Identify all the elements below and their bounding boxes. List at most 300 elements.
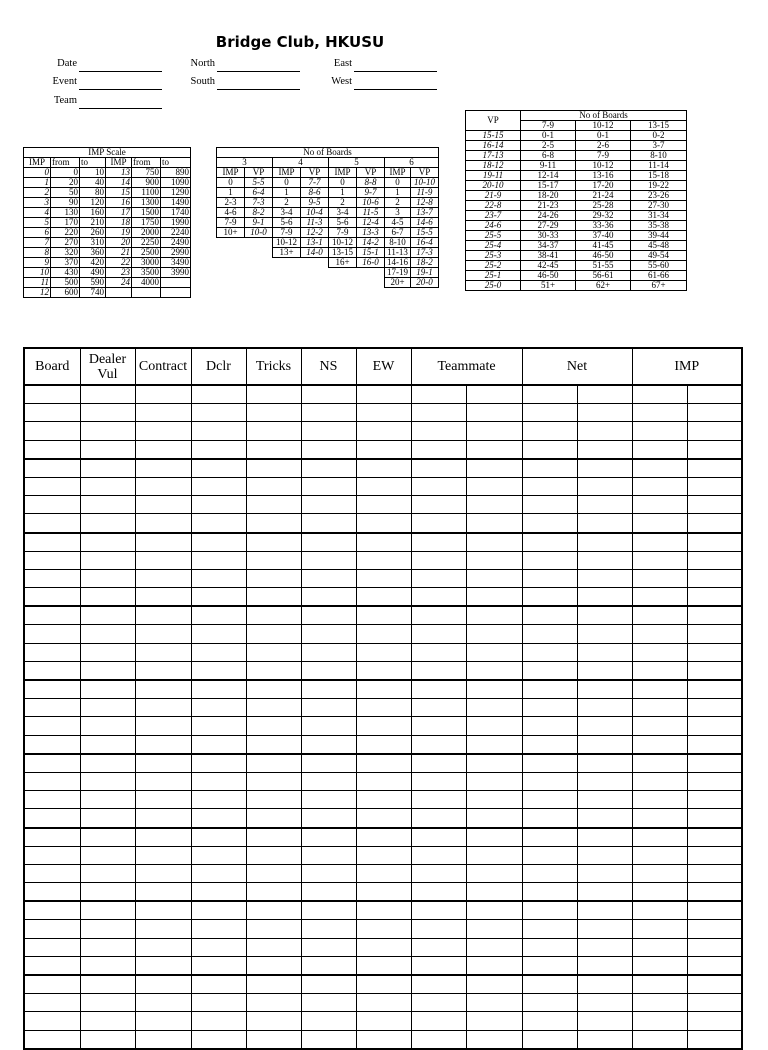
entry-cell[interactable]: [24, 422, 80, 440]
entry-cell[interactable]: [135, 514, 191, 533]
entry-cell[interactable]: [632, 938, 687, 956]
entry-cell[interactable]: [577, 772, 632, 790]
entry-cell[interactable]: [135, 1030, 191, 1049]
entry-cell[interactable]: [24, 975, 80, 994]
entry-cell[interactable]: [522, 975, 577, 994]
entry-cell[interactable]: [191, 791, 246, 809]
entry-cell[interactable]: [356, 496, 411, 514]
entry-cell[interactable]: [301, 514, 356, 533]
entry-cell[interactable]: [411, 661, 466, 680]
entry-cell[interactable]: [522, 901, 577, 920]
entry-cell[interactable]: [466, 920, 522, 938]
entry-cell[interactable]: [632, 588, 687, 607]
entry-cell[interactable]: [80, 661, 135, 680]
entry-cell[interactable]: [577, 864, 632, 882]
entry-cell[interactable]: [80, 864, 135, 882]
entry-cell[interactable]: [577, 699, 632, 717]
entry-cell[interactable]: [522, 717, 577, 735]
entry-cell[interactable]: [246, 901, 301, 920]
entry-cell[interactable]: [466, 661, 522, 680]
entry-cell[interactable]: [246, 791, 301, 809]
entry-cell[interactable]: [24, 938, 80, 956]
entry-cell[interactable]: [522, 496, 577, 514]
entry-cell[interactable]: [24, 735, 80, 754]
entry-cell[interactable]: [24, 846, 80, 864]
entry-cell[interactable]: [577, 938, 632, 956]
entry-cell[interactable]: [522, 828, 577, 847]
entry-cell[interactable]: [632, 680, 687, 699]
entry-cell[interactable]: [577, 846, 632, 864]
entry-cell[interactable]: [632, 956, 687, 975]
entry-cell[interactable]: [632, 791, 687, 809]
entry-cell[interactable]: [522, 883, 577, 902]
entry-cell[interactable]: [246, 920, 301, 938]
entry-cell[interactable]: [687, 569, 742, 587]
entry-cell[interactable]: [356, 809, 411, 828]
entry-cell[interactable]: [411, 809, 466, 828]
entry-cell[interactable]: [80, 699, 135, 717]
entry-cell[interactable]: [522, 385, 577, 404]
entry-cell[interactable]: [411, 956, 466, 975]
entry-cell[interactable]: [135, 975, 191, 994]
entry-cell[interactable]: [411, 717, 466, 735]
entry-cell[interactable]: [632, 625, 687, 643]
entry-cell[interactable]: [632, 717, 687, 735]
entry-cell[interactable]: [356, 533, 411, 552]
entry-cell[interactable]: [24, 754, 80, 773]
entry-cell[interactable]: [632, 828, 687, 847]
entry-cell[interactable]: [687, 920, 742, 938]
entry-cell[interactable]: [522, 956, 577, 975]
entry-cell[interactable]: [246, 699, 301, 717]
entry-cell[interactable]: [356, 422, 411, 440]
entry-cell[interactable]: [522, 643, 577, 661]
entry-cell[interactable]: [522, 920, 577, 938]
entry-cell[interactable]: [632, 754, 687, 773]
entry-cell[interactable]: [577, 975, 632, 994]
entry-cell[interactable]: [191, 1012, 246, 1030]
entry-cell[interactable]: [80, 606, 135, 625]
entry-cell[interactable]: [577, 901, 632, 920]
entry-cell[interactable]: [632, 975, 687, 994]
entry-cell[interactable]: [135, 809, 191, 828]
entry-cell[interactable]: [356, 477, 411, 495]
entry-cell[interactable]: [632, 551, 687, 569]
entry-cell[interactable]: [135, 385, 191, 404]
entry-cell[interactable]: [24, 606, 80, 625]
entry-cell[interactable]: [411, 754, 466, 773]
entry-cell[interactable]: [191, 1030, 246, 1049]
entry-cell[interactable]: [301, 533, 356, 552]
entry-cell[interactable]: [24, 809, 80, 828]
entry-cell[interactable]: [135, 569, 191, 587]
entry-cell[interactable]: [522, 680, 577, 699]
entry-cell[interactable]: [301, 625, 356, 643]
entry-cell[interactable]: [577, 533, 632, 552]
entry-cell[interactable]: [191, 717, 246, 735]
entry-cell[interactable]: [80, 385, 135, 404]
entry-cell[interactable]: [246, 717, 301, 735]
entry-cell[interactable]: [522, 588, 577, 607]
entry-cell[interactable]: [191, 404, 246, 422]
entry-cell[interactable]: [191, 551, 246, 569]
entry-cell[interactable]: [191, 625, 246, 643]
entry-cell[interactable]: [466, 772, 522, 790]
entry-cell[interactable]: [522, 625, 577, 643]
entry-cell[interactable]: [632, 1012, 687, 1030]
entry-cell[interactable]: [466, 459, 522, 478]
entry-cell[interactable]: [191, 846, 246, 864]
entry-cell[interactable]: [466, 1030, 522, 1049]
entry-cell[interactable]: [577, 994, 632, 1012]
entry-cell[interactable]: [356, 772, 411, 790]
entry-cell[interactable]: [135, 920, 191, 938]
entry-cell[interactable]: [80, 1030, 135, 1049]
entry-cell[interactable]: [191, 901, 246, 920]
entry-cell[interactable]: [522, 569, 577, 587]
entry-cell[interactable]: [411, 551, 466, 569]
entry-cell[interactable]: [632, 735, 687, 754]
entry-cell[interactable]: [466, 643, 522, 661]
entry-cell[interactable]: [632, 699, 687, 717]
entry-cell[interactable]: [246, 385, 301, 404]
entry-cell[interactable]: [411, 514, 466, 533]
entry-cell[interactable]: [687, 994, 742, 1012]
entry-cell[interactable]: [80, 791, 135, 809]
entry-cell[interactable]: [191, 772, 246, 790]
entry-cell[interactable]: [356, 699, 411, 717]
entry-cell[interactable]: [632, 661, 687, 680]
entry-cell[interactable]: [135, 699, 191, 717]
entry-cell[interactable]: [191, 385, 246, 404]
entry-cell[interactable]: [80, 404, 135, 422]
entry-cell[interactable]: [191, 533, 246, 552]
entry-cell[interactable]: [246, 404, 301, 422]
entry-cell[interactable]: [411, 569, 466, 587]
entry-cell[interactable]: [466, 754, 522, 773]
entry-cell[interactable]: [80, 569, 135, 587]
entry-cell[interactable]: [80, 551, 135, 569]
entry-cell[interactable]: [466, 938, 522, 956]
entry-cell[interactable]: [687, 514, 742, 533]
entry-cell[interactable]: [191, 496, 246, 514]
entry-cell[interactable]: [80, 809, 135, 828]
entry-cell[interactable]: [191, 514, 246, 533]
entry-cell[interactable]: [246, 754, 301, 773]
entry-cell[interactable]: [301, 551, 356, 569]
entry-cell[interactable]: [135, 404, 191, 422]
entry-cell[interactable]: [301, 956, 356, 975]
entry-cell[interactable]: [135, 938, 191, 956]
entry-cell[interactable]: [577, 606, 632, 625]
entry-cell[interactable]: [246, 975, 301, 994]
entry-cell[interactable]: [522, 994, 577, 1012]
entry-cell[interactable]: [577, 385, 632, 404]
entry-cell[interactable]: [80, 625, 135, 643]
entry-cell[interactable]: [24, 459, 80, 478]
entry-cell[interactable]: [191, 994, 246, 1012]
entry-cell[interactable]: [466, 791, 522, 809]
entry-cell[interactable]: [466, 422, 522, 440]
entry-cell[interactable]: [632, 1030, 687, 1049]
entry-cell[interactable]: [577, 809, 632, 828]
entry-cell[interactable]: [24, 699, 80, 717]
entry-cell[interactable]: [687, 864, 742, 882]
entry-cell[interactable]: [632, 569, 687, 587]
entry-cell[interactable]: [577, 828, 632, 847]
entry-cell[interactable]: [687, 975, 742, 994]
entry-cell[interactable]: [687, 404, 742, 422]
entry-cell[interactable]: [577, 680, 632, 699]
entry-cell[interactable]: [301, 496, 356, 514]
entry-cell[interactable]: [632, 496, 687, 514]
entry-cell[interactable]: [191, 477, 246, 495]
entry-cell[interactable]: [577, 496, 632, 514]
entry-cell[interactable]: [80, 1012, 135, 1030]
entry-cell[interactable]: [522, 735, 577, 754]
entry-cell[interactable]: [246, 533, 301, 552]
entry-cell[interactable]: [301, 606, 356, 625]
entry-cell[interactable]: [411, 385, 466, 404]
entry-cell[interactable]: [356, 440, 411, 459]
entry-cell[interactable]: [411, 440, 466, 459]
entry-cell[interactable]: [301, 772, 356, 790]
entry-cell[interactable]: [522, 754, 577, 773]
entry-cell[interactable]: [191, 440, 246, 459]
entry-cell[interactable]: [24, 404, 80, 422]
entry-cell[interactable]: [411, 606, 466, 625]
entry-cell[interactable]: [80, 975, 135, 994]
entry-cell[interactable]: [246, 551, 301, 569]
entry-cell[interactable]: [80, 533, 135, 552]
entry-cell[interactable]: [135, 588, 191, 607]
entry-cell[interactable]: [687, 717, 742, 735]
entry-cell[interactable]: [135, 459, 191, 478]
entry-cell[interactable]: [687, 422, 742, 440]
entry-cell[interactable]: [356, 514, 411, 533]
entry-cell[interactable]: [191, 569, 246, 587]
entry-cell[interactable]: [246, 883, 301, 902]
entry-cell[interactable]: [577, 459, 632, 478]
entry-cell[interactable]: [135, 717, 191, 735]
entry-cell[interactable]: [191, 643, 246, 661]
entry-cell[interactable]: [24, 643, 80, 661]
entry-cell[interactable]: [301, 975, 356, 994]
entry-cell[interactable]: [356, 588, 411, 607]
entry-cell[interactable]: [191, 975, 246, 994]
entry-cell[interactable]: [356, 956, 411, 975]
entry-cell[interactable]: [687, 772, 742, 790]
entry-cell[interactable]: [301, 661, 356, 680]
entry-cell[interactable]: [246, 661, 301, 680]
entry-cell[interactable]: [191, 754, 246, 773]
entry-cell[interactable]: [246, 938, 301, 956]
entry-cell[interactable]: [246, 735, 301, 754]
entry-cell[interactable]: [24, 514, 80, 533]
entry-cell[interactable]: [191, 699, 246, 717]
entry-cell[interactable]: [411, 496, 466, 514]
entry-cell[interactable]: [411, 699, 466, 717]
entry-cell[interactable]: [411, 735, 466, 754]
south-line[interactable]: [217, 89, 300, 90]
entry-cell[interactable]: [687, 791, 742, 809]
entry-cell[interactable]: [411, 643, 466, 661]
entry-cell[interactable]: [522, 809, 577, 828]
entry-cell[interactable]: [80, 920, 135, 938]
entry-cell[interactable]: [687, 754, 742, 773]
entry-cell[interactable]: [577, 440, 632, 459]
entry-cell[interactable]: [466, 809, 522, 828]
entry-cell[interactable]: [356, 643, 411, 661]
entry-cell[interactable]: [246, 606, 301, 625]
entry-cell[interactable]: [246, 440, 301, 459]
entry-cell[interactable]: [246, 994, 301, 1012]
entry-cell[interactable]: [246, 680, 301, 699]
entry-cell[interactable]: [301, 809, 356, 828]
entry-cell[interactable]: [411, 846, 466, 864]
entry-cell[interactable]: [301, 699, 356, 717]
entry-cell[interactable]: [356, 606, 411, 625]
entry-cell[interactable]: [24, 883, 80, 902]
entry-cell[interactable]: [301, 1012, 356, 1030]
entry-cell[interactable]: [24, 1012, 80, 1030]
entry-cell[interactable]: [80, 459, 135, 478]
entry-cell[interactable]: [411, 920, 466, 938]
entry-cell[interactable]: [411, 588, 466, 607]
entry-cell[interactable]: [301, 459, 356, 478]
entry-cell[interactable]: [135, 533, 191, 552]
entry-cell[interactable]: [466, 477, 522, 495]
entry-cell[interactable]: [577, 956, 632, 975]
entry-cell[interactable]: [632, 477, 687, 495]
entry-cell[interactable]: [522, 606, 577, 625]
entry-cell[interactable]: [687, 828, 742, 847]
entry-cell[interactable]: [577, 1012, 632, 1030]
entry-cell[interactable]: [24, 551, 80, 569]
entry-cell[interactable]: [135, 551, 191, 569]
entry-cell[interactable]: [356, 938, 411, 956]
entry-cell[interactable]: [356, 735, 411, 754]
entry-cell[interactable]: [687, 1030, 742, 1049]
entry-cell[interactable]: [577, 643, 632, 661]
entry-cell[interactable]: [301, 901, 356, 920]
entry-cell[interactable]: [632, 901, 687, 920]
entry-cell[interactable]: [687, 938, 742, 956]
entry-cell[interactable]: [191, 588, 246, 607]
entry-cell[interactable]: [24, 661, 80, 680]
entry-cell[interactable]: [246, 477, 301, 495]
entry-cell[interactable]: [80, 938, 135, 956]
entry-cell[interactable]: [411, 1012, 466, 1030]
entry-cell[interactable]: [301, 569, 356, 587]
entry-cell[interactable]: [356, 864, 411, 882]
entry-cell[interactable]: [466, 1012, 522, 1030]
entry-cell[interactable]: [24, 496, 80, 514]
entry-cell[interactable]: [687, 625, 742, 643]
entry-cell[interactable]: [522, 938, 577, 956]
entry-cell[interactable]: [80, 496, 135, 514]
entry-cell[interactable]: [135, 680, 191, 699]
entry-cell[interactable]: [466, 956, 522, 975]
entry-cell[interactable]: [80, 477, 135, 495]
entry-cell[interactable]: [80, 956, 135, 975]
entry-cell[interactable]: [191, 459, 246, 478]
entry-cell[interactable]: [411, 422, 466, 440]
entry-cell[interactable]: [577, 422, 632, 440]
entry-cell[interactable]: [246, 956, 301, 975]
entry-cell[interactable]: [191, 735, 246, 754]
entry-cell[interactable]: [135, 754, 191, 773]
entry-cell[interactable]: [301, 385, 356, 404]
entry-cell[interactable]: [522, 661, 577, 680]
entry-cell[interactable]: [135, 883, 191, 902]
entry-cell[interactable]: [522, 1030, 577, 1049]
entry-cell[interactable]: [577, 588, 632, 607]
entry-cell[interactable]: [687, 661, 742, 680]
entry-cell[interactable]: [411, 791, 466, 809]
entry-cell[interactable]: [301, 846, 356, 864]
entry-cell[interactable]: [411, 625, 466, 643]
entry-cell[interactable]: [356, 883, 411, 902]
entry-cell[interactable]: [411, 1030, 466, 1049]
entry-cell[interactable]: [301, 754, 356, 773]
entry-cell[interactable]: [522, 422, 577, 440]
entry-cell[interactable]: [24, 569, 80, 587]
entry-cell[interactable]: [522, 404, 577, 422]
entry-cell[interactable]: [411, 477, 466, 495]
entry-cell[interactable]: [80, 643, 135, 661]
entry-cell[interactable]: [522, 514, 577, 533]
entry-cell[interactable]: [632, 643, 687, 661]
entry-cell[interactable]: [191, 956, 246, 975]
entry-cell[interactable]: [191, 828, 246, 847]
entry-cell[interactable]: [135, 901, 191, 920]
entry-cell[interactable]: [632, 846, 687, 864]
entry-cell[interactable]: [632, 994, 687, 1012]
entry-cell[interactable]: [135, 625, 191, 643]
entry-cell[interactable]: [301, 735, 356, 754]
entry-cell[interactable]: [301, 828, 356, 847]
entry-cell[interactable]: [246, 459, 301, 478]
entry-cell[interactable]: [80, 735, 135, 754]
entry-cell[interactable]: [80, 994, 135, 1012]
entry-cell[interactable]: [301, 1030, 356, 1049]
entry-cell[interactable]: [135, 828, 191, 847]
west-line[interactable]: [354, 89, 437, 90]
entry-cell[interactable]: [411, 772, 466, 790]
entry-cell[interactable]: [191, 938, 246, 956]
entry-cell[interactable]: [301, 994, 356, 1012]
entry-cell[interactable]: [577, 625, 632, 643]
entry-cell[interactable]: [632, 385, 687, 404]
entry-cell[interactable]: [246, 588, 301, 607]
date-line[interactable]: [79, 71, 162, 72]
entry-cell[interactable]: [687, 735, 742, 754]
entry-cell[interactable]: [191, 920, 246, 938]
entry-cell[interactable]: [356, 901, 411, 920]
entry-cell[interactable]: [135, 661, 191, 680]
entry-cell[interactable]: [466, 533, 522, 552]
entry-cell[interactable]: [246, 864, 301, 882]
entry-cell[interactable]: [687, 606, 742, 625]
entry-cell[interactable]: [135, 956, 191, 975]
entry-cell[interactable]: [577, 735, 632, 754]
entry-cell[interactable]: [632, 514, 687, 533]
entry-cell[interactable]: [522, 699, 577, 717]
entry-cell[interactable]: [356, 717, 411, 735]
entry-cell[interactable]: [24, 901, 80, 920]
entry-cell[interactable]: [80, 883, 135, 902]
